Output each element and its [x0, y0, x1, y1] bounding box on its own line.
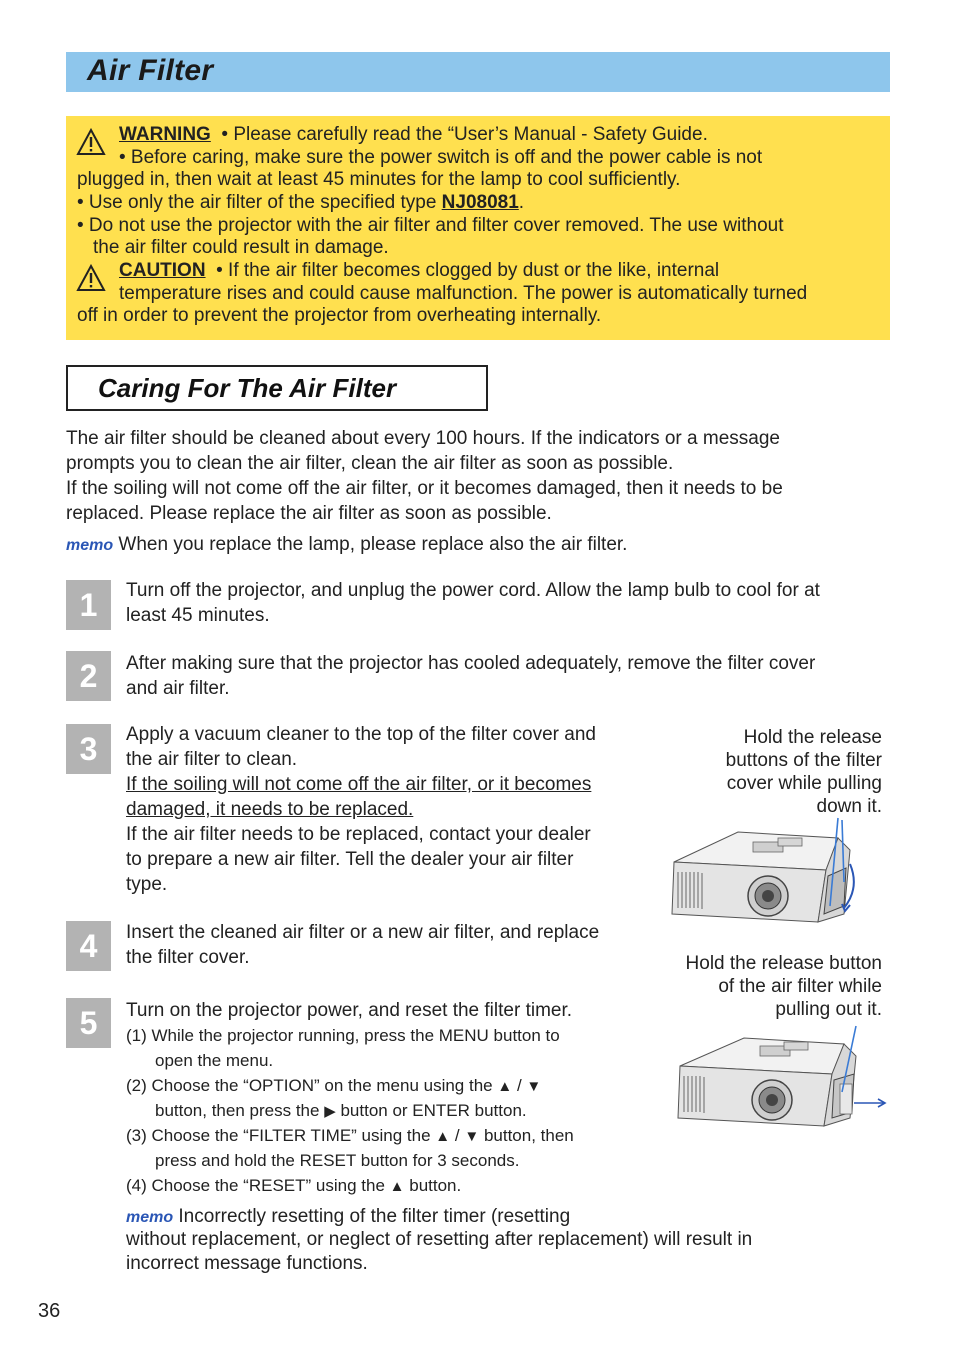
substep-2b [155, 1098, 527, 1124]
slash: / [454, 1126, 460, 1145]
warning-line-5: • Do not use the projector with the air filter and filter cover removed. The use without [77, 215, 784, 236]
substep-4a-text-2: button. [409, 1176, 462, 1195]
down-arrow-icon: ▼ [526, 1078, 542, 1095]
warning-text-4: • Use only the air filter of the specified type [77, 192, 442, 213]
caution-line-1 [119, 260, 719, 282]
step-number-4: 4 [66, 921, 111, 971]
warning-line-1 [119, 124, 708, 146]
memo2-label: memo [126, 1209, 174, 1226]
substep-2b-text-2: button or ENTER button. [340, 1101, 527, 1120]
substep-4a [126, 1173, 461, 1199]
section-heading-box [66, 365, 488, 411]
caption-bottom [686, 952, 882, 1021]
memo2-line-2: without replacement, or neglect of resetting after replacement) will result in [126, 1229, 753, 1250]
caption-bottom-1: Hold the release button [685, 953, 882, 974]
warning-box [66, 116, 890, 340]
caution-triangle-icon [76, 264, 106, 292]
caution-line-2: temperature rises and could cause malfunction. The power is automatically turned [119, 283, 808, 304]
caption-top-3: cover while pulling [726, 773, 882, 794]
step-number-1: 1 [66, 580, 111, 630]
caption-top [726, 726, 882, 818]
substep-1b: open the menu. [155, 1051, 274, 1070]
step4-line-1: Insert the cleaned air filter or a new air filter, and replace [126, 922, 600, 943]
caption-top-2: buttons of the filter [725, 750, 882, 771]
caution-label: CAUTION [119, 260, 206, 281]
caution-text-1: • If the air filter becomes clogged by dust or the like, internal [216, 260, 720, 281]
step3-underline-1: If the soiling will not come off the air filter, or it becomes [126, 774, 592, 795]
step3-more-3: type. [126, 874, 168, 895]
memo-label: memo [66, 537, 114, 554]
intro-line-4: replaced. Please replace the air filter as soon as possible. [66, 503, 552, 524]
warning-text-1: • Please carefully read the “User’s Manual - Safety Guide. [221, 124, 708, 145]
substep-2a-text: (2) Choose the “OPTION” on the menu using the [126, 1076, 493, 1095]
warning-label: WARNING [119, 124, 211, 145]
caption-bottom-2: of the air filter while [718, 976, 882, 997]
warning-line-2: • Before caring, make sure the power switch is off and the power cable is not [119, 147, 763, 168]
caption-top-4: down it. [816, 796, 882, 817]
caution-line-3: off in order to prevent the projector from overheating internally. [77, 305, 602, 326]
intro-line-1: The air filter should be cleaned about every 100 hours. If the indicators or a message [66, 428, 780, 449]
warning-line-4: • Use only the air filter of the specified type NJ08081. [77, 192, 525, 213]
memo2-line-3: incorrect message functions. [126, 1253, 368, 1274]
step2-line-2: and air filter. [126, 678, 230, 699]
memo2-text-1: Incorrectly resetting of the filter timer (resetting [178, 1206, 571, 1227]
filter-type: NJ08081 [441, 192, 519, 213]
caption-bottom-3: pulling out it. [775, 999, 882, 1020]
step1-line-1: Turn off the projector, and unplug the power cord. Allow the lamp bulb to cool for at [126, 580, 820, 601]
step2-line-1: After making sure that the projector has cooled adequately, remove the filter cover [126, 653, 816, 674]
step3-line-1: Apply a vacuum cleaner to the top of the filter cover and [126, 724, 596, 745]
title-bar [66, 52, 890, 92]
step-number-3: 3 [66, 724, 111, 774]
substep-2a [126, 1073, 541, 1099]
right-arrow-icon: ▶ [324, 1103, 336, 1120]
projector-air-filter-illustration [672, 1020, 894, 1135]
step1-line-2: least 45 minutes. [126, 605, 270, 626]
substep-3a-text-1: (3) Choose the “FILTER TIME” using the [126, 1126, 431, 1145]
down-arrow-icon: ▼ [464, 1128, 480, 1145]
up-arrow-icon: ▲ [497, 1078, 513, 1095]
step3-more-2: to prepare a new air filter. Tell the dealer your air filter [126, 849, 574, 870]
step-number-5: 5 [66, 998, 111, 1048]
caption-top-1: Hold the release [743, 727, 882, 748]
step5-line-1: Turn on the projector power, and reset the filter timer. [126, 1000, 573, 1021]
substep-3a [126, 1123, 574, 1149]
substep-4a-text-1: (4) Choose the “RESET” using the [126, 1176, 385, 1195]
warning-line-6: the air filter could result in damage. [93, 237, 389, 258]
up-arrow-icon: ▲ [389, 1178, 405, 1195]
step3-more-1: If the air filter needs to be replaced, contact your dealer [126, 824, 591, 845]
page-number: 36 [38, 1300, 61, 1322]
step3-line-2: the air filter to clean. [126, 749, 298, 770]
substep-3b: press and hold the RESET button for 3 seconds. [155, 1151, 520, 1170]
substep-3a-text-2: button, then [483, 1126, 574, 1145]
slash: / [516, 1076, 522, 1095]
substep-1a: (1) While the projector running, press the MENU button to [126, 1026, 560, 1045]
section-title: Caring For The Air Filter [98, 373, 397, 403]
projector-filter-cover-illustration [668, 810, 888, 935]
step3-underline-2: damaged, it needs to be replaced. [126, 799, 414, 820]
memo-line [66, 532, 627, 558]
substep-2b-text-1: button, then press the [155, 1101, 320, 1120]
step-number-2: 2 [66, 651, 111, 701]
intro-line-3: If the soiling will not come off the air filter, or it becomes damaged, then it needs to be [66, 478, 783, 499]
intro-line-2: prompts you to clean the air filter, clean the air filter as soon as possible. [66, 453, 674, 474]
up-arrow-icon: ▲ [435, 1128, 451, 1145]
warning-triangle-icon [76, 128, 106, 156]
warning-line-3: plugged in, then wait at least 45 minutes for the lamp to cool sufficiently. [77, 169, 681, 190]
memo-text: When you replace the lamp, please replace also the air filter. [118, 534, 628, 555]
step4-line-2: the filter cover. [126, 947, 250, 968]
page-title: Air Filter [87, 54, 214, 87]
